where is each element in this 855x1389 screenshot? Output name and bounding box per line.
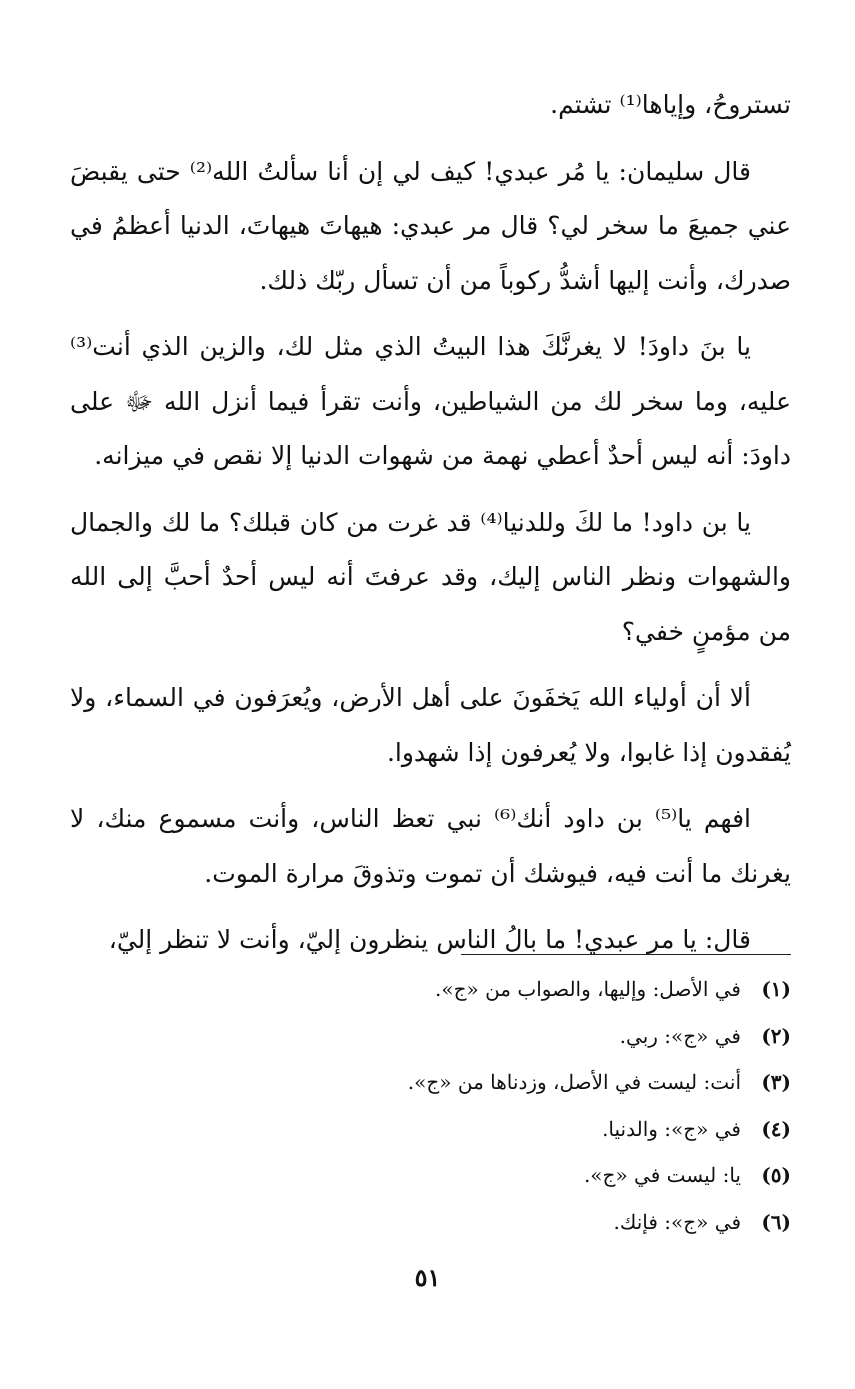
footnote-item [70,1013,791,1060]
paragraph: ألا أن أولياء الله يَخفَونَ على أهل الأرض، ويُعرَفون في السماء، ولا يُفقدون إذا غابوا، ولا يُعرفون إذا شهدوا. [70,683,791,767]
paragraph: قال سليمان: يا مُر عبدي! كيف لي إن أنا سألتُ الله⁽²⁾ حتى يقبضَ عني جميعَ ما سخر لي؟ قال مر عبدي: هيهاتَ هيهاتَ، الدنيا أعظمُ في صدرك، وأنت إليها أشدُّ ركوباً من أن تسأل ربّك ذلك. [70,156,791,295]
footnote-number: (٢) [761,1023,791,1048]
footnote-item [70,1152,791,1199]
footnotes-list [70,966,791,1246]
footnote-text: في الأصل: وإليها، والصواب من «ج». [434,977,741,1001]
footnote-number: (٥) [761,1163,791,1188]
footnote-number: (٦) [761,1209,791,1234]
footnote-item [70,1199,791,1246]
page-number: ٥١ [414,1263,441,1292]
paragraph: افهم يا⁽⁵⁾ بن داود أنك⁽⁶⁾ نبي تعظ الناس، وأنت مسموع منك، لا يغرنك ما أنت فيه، فيوشك أن تموت وتذوقَ مرارة الموت. [70,804,791,888]
footnote-text: في «ج»: ربي. [619,1023,741,1048]
main-text [70,78,791,980]
paragraph: تستروحُ، وإياها⁽¹⁾ تشتم. [550,90,791,119]
paragraph: يا بن داود! ما لكَ وللدنيا⁽⁴⁾ قد غرت من كان قبلك؟ ما لك والجمال والشهوات ونظر الناس إليك، وقد عرفتَ أنه ليس أحدٌ أحبَّ إلى الله من مؤمنٍ خفي؟ [70,507,791,646]
footnote-text: أنت: ليست في الأصل، وزدناها من «ج». [407,1070,741,1095]
footnote-item [70,966,791,1013]
footnote-item [70,1106,791,1153]
footnote-text: في «ج»: فإنك. [613,1209,741,1234]
paragraph: قال: يا مر عبدي! ما بالُ الناس ينظرون إليّ، وأنت لا تنظر إليّ، [108,925,751,954]
footnote-number: (٣) [761,1070,791,1095]
paragraph: يا بنَ داودَ! لا يغرنَّكَ هذا البيتُ الذي مثل لك، والزين الذي أنت⁽³⁾ عليه، وما سخر لك من الشياطين، وأنت تقرأ فيما أنزل الله ﷻ على داودَ: أنه ليس أحدٌ أعطي نهمة من شهوات الدنيا إلا نقص في ميزانه. [70,332,791,470]
footnote-item [70,1059,791,1106]
footnote-number: (١) [761,977,791,1001]
footnote-text: يا: ليست في «ج». [583,1163,741,1188]
footnote-divider [461,954,791,955]
footnote-text: في «ج»: والدنيا. [602,1116,741,1141]
footnote-number: (٤) [761,1116,791,1141]
